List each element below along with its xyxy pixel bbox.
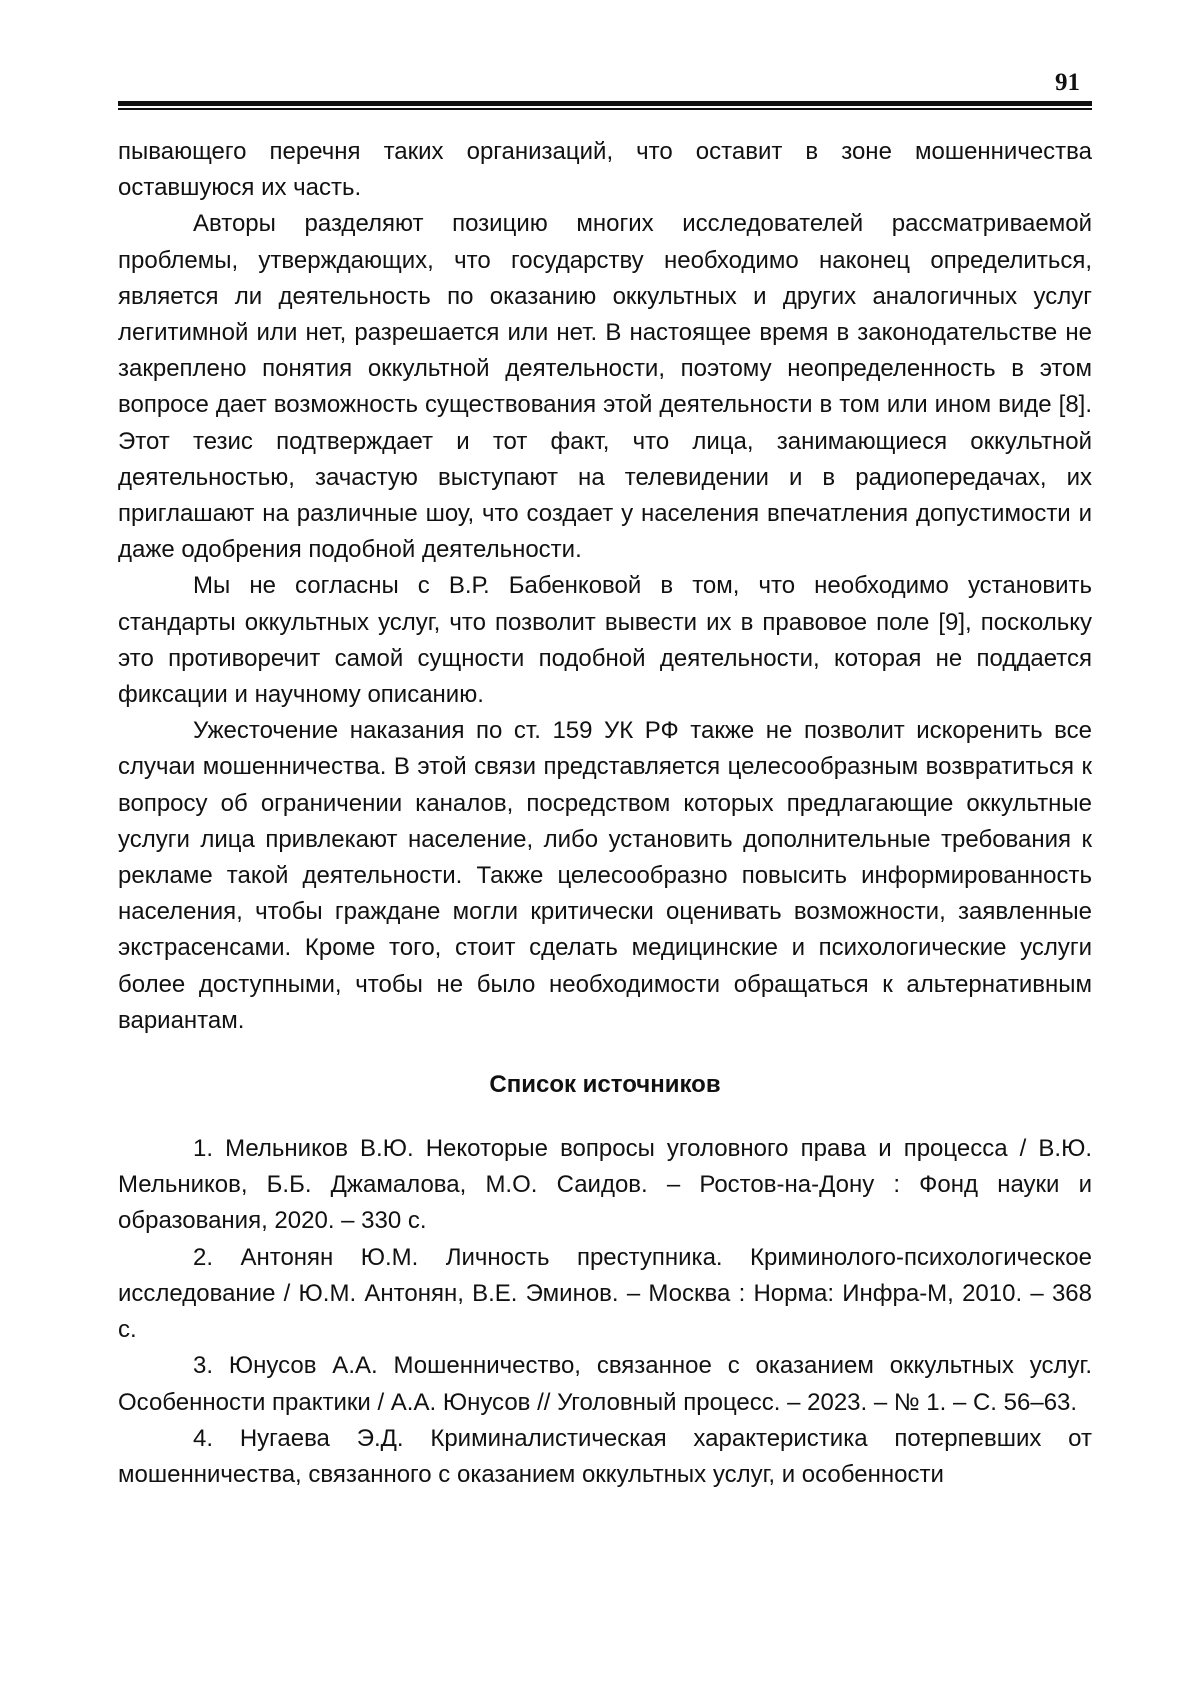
body-paragraph: Авторы разделяют позицию многих исследователей рассматриваемой проблемы, утверждающих, что государству необходимо наконец определиться, является ли деятельность по оказанию оккультных и других аналогичных услуг легитимной или нет, разрешается или нет. В настоящее время в законодательстве не закреплено понятия оккультной деятельности, поэтому неопределенность в этом вопросе дает возможность существования этой деятельности в том или ином виде [8]. Этот тезис подтверждает и тот факт, что лица, занимающиеся оккультной деятельностью, зачастую выступают на телевидении и в радиопередачах, их приглашают на различные шоу, что создает у населения впечатления допустимости и даже одобрения подобной деятельности. xyxy=(118,210,1092,564)
header-rule xyxy=(118,101,1092,110)
source-item: 3. Юнусов А.А. Мошенничество, связанное с оказанием оккультных услуг. Особенности практики / А.А. Юнусов // Уголовный процесс. – 2023. – № 1. – С. 56–63. xyxy=(118,1352,1092,1416)
source-item: 4. Нугаева Э.Д. Криминалистическая характеристика потерпевших от мошенничества, связанного с оказанием оккультных услуг, и особенности xyxy=(118,1424,1092,1488)
body-paragraph: пывающего перечня таких организаций, что оставит в зоне мошенничества оставшуюся их часть. xyxy=(118,138,1092,202)
page-number: 91 xyxy=(1055,69,1080,96)
body-paragraph: Ужесточение наказания по ст. 159 УК РФ также не позволит искоренить все случаи мошенничества. В этой связи представляется целесообразным возвратиться к вопросу об ограничении каналов, посредством которых предлагающие оккультные услуги лица привлекают население, либо установить дополнительные требования к рекламе такой деятельности. Также целесообразно повысить информированность населения, чтобы граждане могли критически оценивать возможности, заявленные экстрасенсами. Кроме того, стоит сделать медицинские и психологические услуги более доступными, чтобы не было необходимости обращаться к альтернативным вариантам. xyxy=(118,717,1092,1034)
sources-list xyxy=(118,1131,1092,1493)
source-item: 1. Мельников В.Ю. Некоторые вопросы уголовного права и процесса / В.Ю. Мельников, Б.Б. Джамалова, М.О. Саидов. – Ростов-на-Дону : Фонд науки и образования, 2020. – 330 с. xyxy=(118,1135,1092,1235)
page-content xyxy=(118,134,1092,1493)
sources-title: Список источников xyxy=(489,1071,721,1099)
body-paragraph: Мы не согласны с В.Р. Бабенковой в том, что необходимо установить стандарты оккультных услуг, что позволит вывести их в правовое поле [9], поскольку это противоречит самой сущности подобной деятельности, которая не поддается фиксации и научному описанию. xyxy=(118,572,1092,709)
source-item: 2. Антонян Ю.М. Личность преступника. Криминолого-психологическое исследование / Ю.М. Антонян, В.Е. Эминов. – Москва : Норма: Инфра-М, 2010. – 368 с. xyxy=(118,1243,1092,1344)
